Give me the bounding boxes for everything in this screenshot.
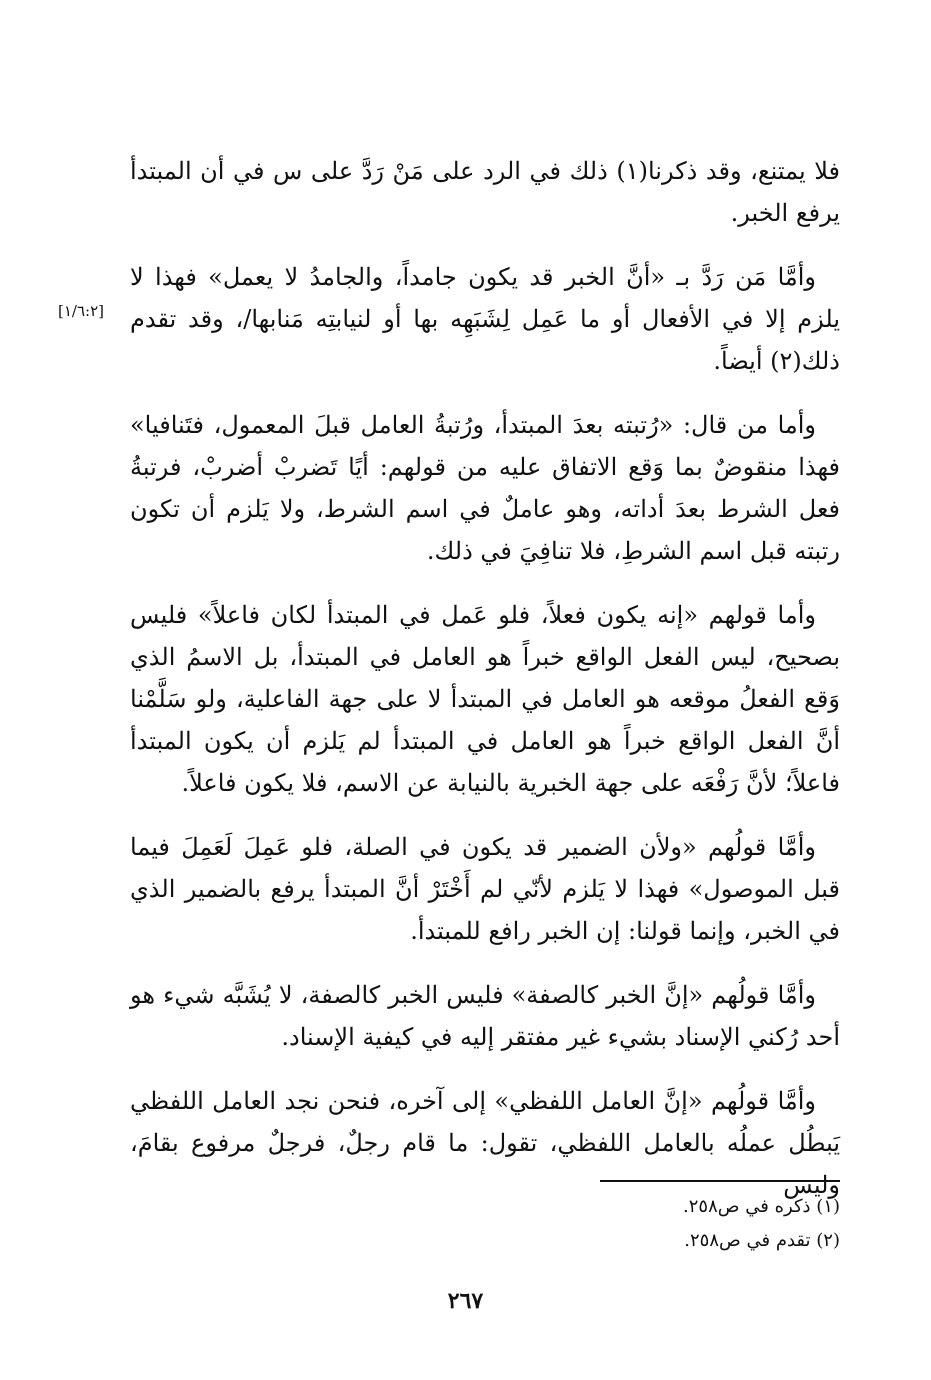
footnotes [500, 1190, 840, 1258]
paragraph-2: وأمَّا مَن رَدَّ بـ «أنَّ الخبر قد يكون جامداً، والجامدُ لا يعمل» فهذا لا يلزم إلا في الأفعال أو ما عَمِل لِشَبَهِه بها أو لنيابتِه مَنابها/، وقد تقدم ذلك(٢) أيضاً. [130, 263, 840, 375]
main-text [130, 150, 840, 1228]
footnote-2: (٢) تقدم في ص٢٥٨. [684, 1230, 840, 1251]
paragraph-3: وأما من قال: «رُتبته بعدَ المبتدأ، ورُتبةُ العامل قبلَ المعمول، فتَنافيا» فهذا منقوضٌ بما وَقع الاتفاق عليه من قولهم: أيًا تَضربْ أضربْ، فرتبةُ فعل الشرط بعدَ أداته، وهو عاملٌ في اسم الشرط، ولا يَلزم أن تكون رتبته قبل اسم الشرطِ، فلا تنافِيَ في ذلك. [130, 411, 840, 565]
page-number: ٢٦٧ [447, 1288, 484, 1314]
footnote-1: (١) ذكره في ص٢٥٨. [683, 1196, 840, 1217]
paragraph-4: وأما قولهم «إنه يكون فعلاً، فلو عَمل في المبتدأ لكان فاعلاً» فليس بصحيح، ليس الفعل الواقع خبراً هو العامل في المبتدأ، بل الاسمُ الذي وَقع الفعلُ موقعه هو العامل في المبتدأ لا على جهة الفاعلية، ولو سَلَّمْنا أنَّ الفعل الواقع خبراً هو العامل في المبتدأ لم يَلزم أن يكون المبتدأ فاعلاً؛ لأنَّ رَفْعَه على جهة الخبرية بالنيابة عن الاسم، فلا يكون فاعلاً. [130, 601, 840, 797]
paragraph-6: وأمَّا قولُهم «إنَّ الخبر كالصفة» فليس الخبر كالصفة، لا يُشَبَّه شيء هو أحد رُكني الإسناد بشيء غير مفتقر إليه في كيفية الإسناد. [130, 981, 840, 1051]
paragraph-1: فلا يمتنع، وقد ذكرنا(١) ذلك في الرد على مَنْ رَدَّ على س في أن المبتدأ يرفع الخبر. [130, 157, 841, 227]
paragraph-5: وأمَّا قولُهم «ولأن الضمير قد يكون في الصلة، فلو عَمِلَ لَعَمِلَ فيما قبل الموصول» فهذا لا يَلزم لأنّي لم أَخْتَرْ أنَّ المبتدأ يرفع بالضمير الذي في الخبر، وإنما قولنا: إن الخبر رافع للمبتدأ. [130, 833, 840, 945]
margin-reference: [١/٦:٢] [58, 302, 104, 320]
footnote-divider [600, 1180, 840, 1182]
paragraph-7: وأمَّا قولُهم «إنَّ العامل اللفظي» إلى آخره، فنحن نجد العامل اللفظي يَبطُل عملُه بالعامل اللفظي، تقول: ما قام رجلٌ، فرجلٌ مرفوع بقامَ، وليس [130, 1087, 841, 1199]
